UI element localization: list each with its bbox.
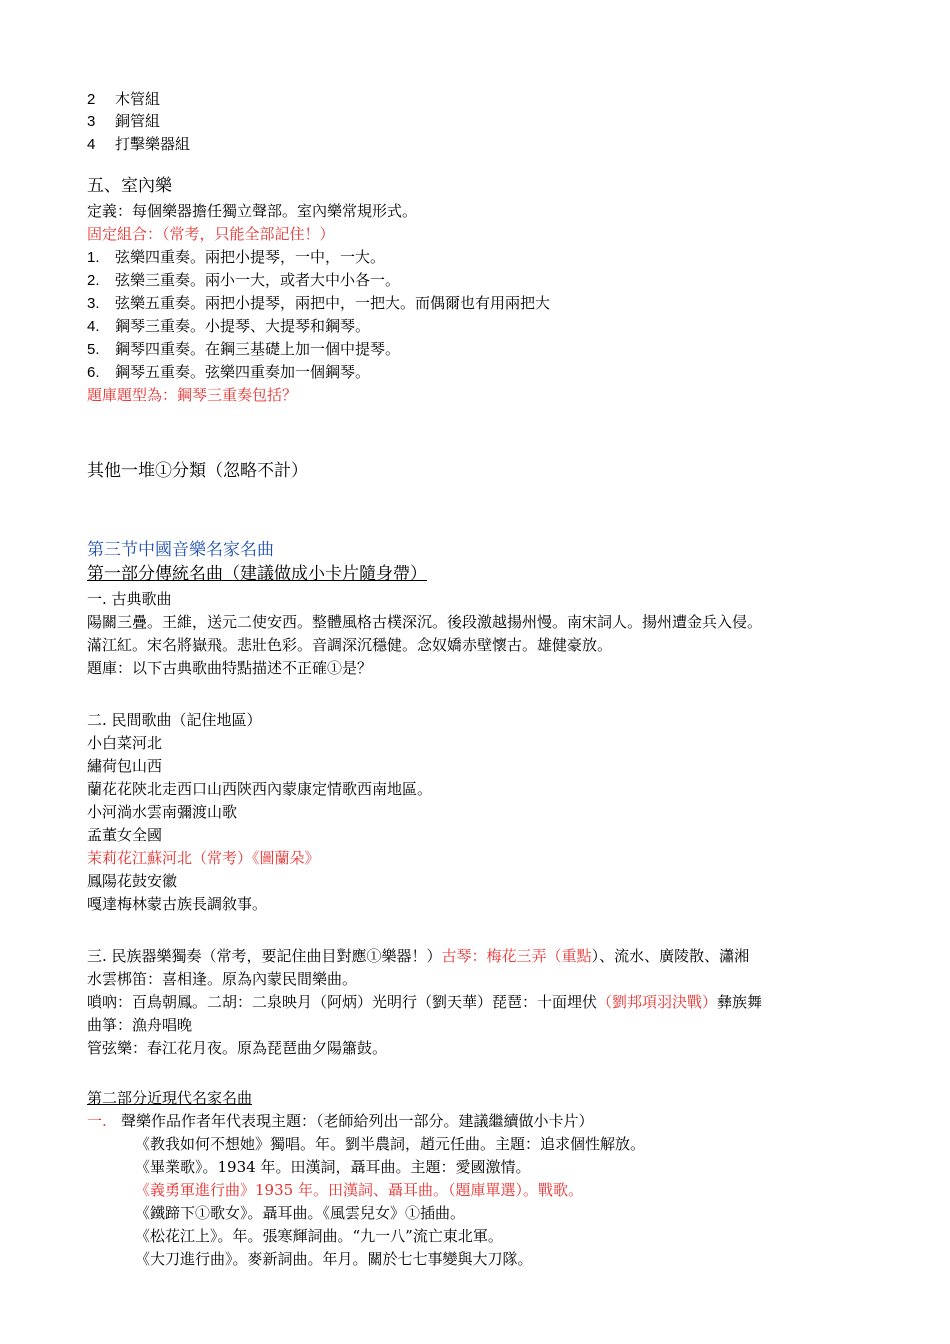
other-note: 其他一堆①分類（忽略不計）	[87, 461, 308, 481]
folk-song-line: 孟董女全國	[87, 826, 163, 844]
list-item	[87, 316, 370, 337]
part-heading: 第一部分傳統名曲（建議做成小卡片隨身帶）	[87, 564, 427, 584]
inst-heading: 三. 民族器樂獨奏（常考，要記住曲目對應①樂器！）	[87, 947, 442, 965]
inst-highlight: （劉邦項羽決戰）	[597, 993, 718, 1011]
paragraph-line: 滿江紅。宋名將嶽飛。悲壯色彩。音調深沉穩健。念奴嬌赤壁懷古。雄健豪放。	[87, 636, 613, 654]
paragraph-line: 陽關三疊。王維，送元二使安西。整體風格古樸深沉。後段激越揚州慢。南宋詞人。揚州遭金兵入侵。	[87, 613, 763, 631]
song-line: 《鐵蹄下①歌女》。聶耳曲。《風雲兒女》①插曲。	[135, 1204, 466, 1222]
song-line-highlight: 《義勇軍進行曲》1935 年。田漢詞、聶耳曲。（題庫單選）。戰歌。	[135, 1181, 583, 1199]
folk-song-line: 嘎達梅林蒙古族長調敘事。	[87, 895, 268, 913]
folk-song-line: 鳳陽花鼓安徽	[87, 872, 178, 890]
subsection-heading: 二. 民間歌曲（記住地區）	[87, 711, 262, 729]
list-number: 3	[87, 113, 96, 130]
folk-song-line: 蘭花花陝北走西口山西陝西內蒙康定情歌西南地區。	[87, 780, 433, 798]
list-text: 打擊樂器組	[115, 135, 191, 153]
paragraph-line	[87, 946, 749, 966]
inst-text: 彝族舞	[717, 993, 763, 1011]
folk-song-line: 繡荷包山西	[87, 757, 163, 775]
song-line: 《松花江上》。年。張寒輝詞曲。“九一八”流亡東北軍。	[135, 1227, 503, 1245]
question-text: 題庫：以下古典歌曲特點描述不正確①是？	[87, 659, 373, 677]
list-item	[87, 339, 400, 360]
list-number: 5.	[87, 341, 100, 358]
folk-song-line: 小白菜河北	[87, 734, 163, 752]
list-number: 4.	[87, 318, 100, 335]
list-item	[87, 111, 160, 132]
part-heading: 第二部分近現代名家名曲	[87, 1089, 253, 1107]
section-heading: 五、室內樂	[87, 176, 172, 196]
song-line: 《大刀進行曲》。麥新詞曲。年月。關於七七事變與大刀隊。	[135, 1250, 533, 1268]
list-item	[87, 134, 190, 155]
list-item	[87, 247, 385, 268]
list-text: 鋼琴五重奏。弦樂四重奏加一個鋼琴。	[115, 363, 371, 381]
paragraph-line	[87, 992, 762, 1012]
list-text: 銅管組	[115, 112, 161, 130]
list-text: 鋼琴三重奏。小提琴、大提琴和鋼琴。	[115, 317, 371, 335]
list-item	[87, 89, 160, 110]
song-line: 《教我如何不想她》獨唱。年。劉半農詞，趙元任曲。主題：追求個性解放。	[135, 1135, 646, 1153]
list-text: 鋼琴四重奏。在鋼三基礎上加一個中提琴。	[115, 340, 401, 358]
subsection-heading: 一. 古典歌曲	[87, 590, 172, 608]
subsection-text: 聲樂作品作者年代表現主題：（老師給列出一部分。建議繼續做小卡片）	[121, 1112, 594, 1130]
list-number: 1.	[87, 249, 100, 266]
folk-song-line: 小河淌水雲南彌渡山歌	[87, 803, 238, 821]
list-text: 木管組	[115, 90, 161, 108]
inst-text: ）、流水、廣陵散、瀟湘	[591, 947, 750, 965]
list-item	[87, 270, 400, 291]
paragraph-line: 曲箏：漁舟唱晚	[87, 1016, 193, 1034]
song-line: 《畢業歌》。1934 年。田漢詞，聶耳曲。主題：愛國激情。	[135, 1158, 531, 1176]
definition-text: 定義：每個樂器擔任獨立聲部。室內樂常規形式。	[87, 202, 418, 220]
list-item	[87, 362, 370, 383]
list-text: 弦樂三重奏。兩小一大，或者大中小各一。	[115, 271, 401, 289]
inst-text: 嗩吶：百鳥朝鳳。二胡：二泉映月（阿炳）光明行（劉天華）琵琶：十面埋伏	[87, 993, 598, 1011]
list-number: 6.	[87, 364, 100, 381]
list-number: 2.	[87, 272, 100, 289]
fixed-combo-note: 固定組合：（常考，只能全部記住！）	[87, 225, 335, 243]
question-bank-note: 題庫題型為：鋼琴三重奏包括？	[87, 386, 298, 404]
list-text: 弦樂四重奏。兩把小提琴，一中，一大。	[115, 248, 386, 266]
folk-song-line-highlight: 茉莉花江蘇河北（常考）《圖蘭朵》	[87, 849, 320, 867]
inst-highlight: 古琴：梅花三弄（重點	[441, 947, 592, 965]
list-number: 3.	[87, 295, 100, 312]
paragraph-line: 水雲梆笛：喜相逢。原為內蒙民間樂曲。	[87, 970, 358, 988]
list-text: 弦樂五重奏。兩把小提琴，兩把中，一把大。而偶爾也有用兩把大	[115, 294, 551, 312]
list-number: 4	[87, 136, 96, 153]
paragraph-line: 管弦樂：春江花月夜。原為琵琶曲夕陽簫鼓。	[87, 1039, 388, 1057]
list-number: 一.	[87, 1112, 107, 1130]
list-item	[87, 293, 550, 314]
list-number: 2	[87, 91, 96, 108]
section-title: 第三节中國音樂名家名曲	[87, 540, 274, 560]
subsection-heading	[87, 1111, 594, 1131]
